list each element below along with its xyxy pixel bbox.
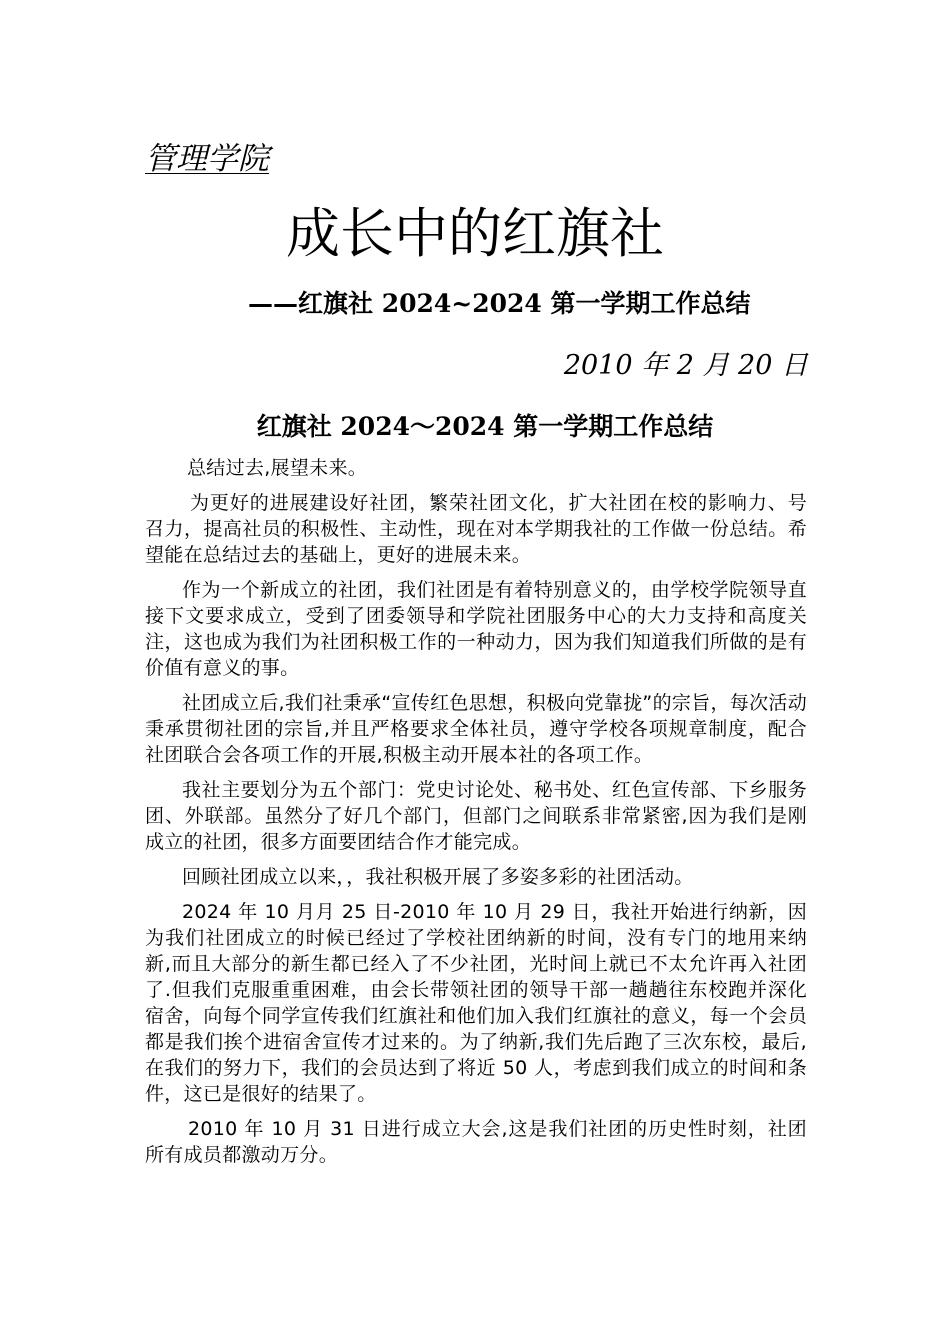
document-subtitle: ——红旗社 2024~2024 第一学期工作总结 [248, 289, 751, 318]
department-name: 管理学院 [145, 141, 269, 177]
document-title: 成长中的红旗社 [286, 202, 664, 265]
paragraph: 作为一个新成立的社团，我们社团是有着特别意义的，由学校学院领导直接下文要求成立，受到了团委领导和学院社团服务中心的大力支持和高度关注，这也成为我们为社团积极工作的一种动力，因为我们知道我们所做的是有价值有意义的事。 [145, 579, 807, 679]
document-date: 2010 年 2 月 20 日 [563, 350, 808, 381]
section-heading: 红旗社 2024～2024 第一学期工作总结 [256, 412, 714, 441]
paragraph: 总结过去,展望未来。 [187, 457, 368, 479]
paragraph: 为更好的进展建设好社团，繁荣社团文化，扩大社团在校的影响力、号召力，提高社员的积极性、主动性，现在对本学期我社的工作做一份总结。希望能在总结过去的基础上，更好的进展未来。 [145, 492, 807, 566]
paragraph: 2024 年 10 月月 25 日-2010 年 10 月 29 日，我社开始进行纳新，因为我们社团成立的时候已经过了学校社团纳新的时间，没有专门的地用来纳新,而且大部分的新生都已经入了不少社团，光时间上就已不太允许再入社团了.但我们克服重重困难，由会长带领社团的领导干部一趟趟往东校跑并深化宿舍，向每个同学宣传我们红旗社和他们加入我们红旗社的意义，每一个会员都是我们挨个进宿舍宣传才过来的。为了纳新,我们先后跑了三次东校，最后,在我们的努力下，我们的会员达到了将近 50 人，考虑到我们成立的时间和条件，这已是很好的结果了。 [145, 901, 807, 1105]
paragraph: 社团成立后,我们社秉承“宣传红色思想，积极向党靠拢”的宗旨，每次活动秉承贯彻社团的宗旨,并且严格要求全体社员，遵守学校各项规章制度，配合社团联合会各项工作的开展,积极主动开展本社的各项工作。 [145, 692, 807, 766]
document-body [145, 455, 807, 1177]
paragraph: 回顾社团成立以来，，我社积极开展了多姿多彩的社团活动。 [182, 866, 694, 888]
paragraph: 2010 年 10 月 31 日进行成立大会,这是我们社团的历史性时刻，社团所有成员都激动万分。 [145, 1118, 807, 1166]
paragraph: 我社主要划分为五个部门：党史讨论处、秘书处、红色宣传部、下乡服务团、外联部。虽然分了好几个部门，但部门之间联系非常紧密,因为我们是刚成立的社团，很多方面要团结合作才能完成。 [145, 779, 807, 853]
